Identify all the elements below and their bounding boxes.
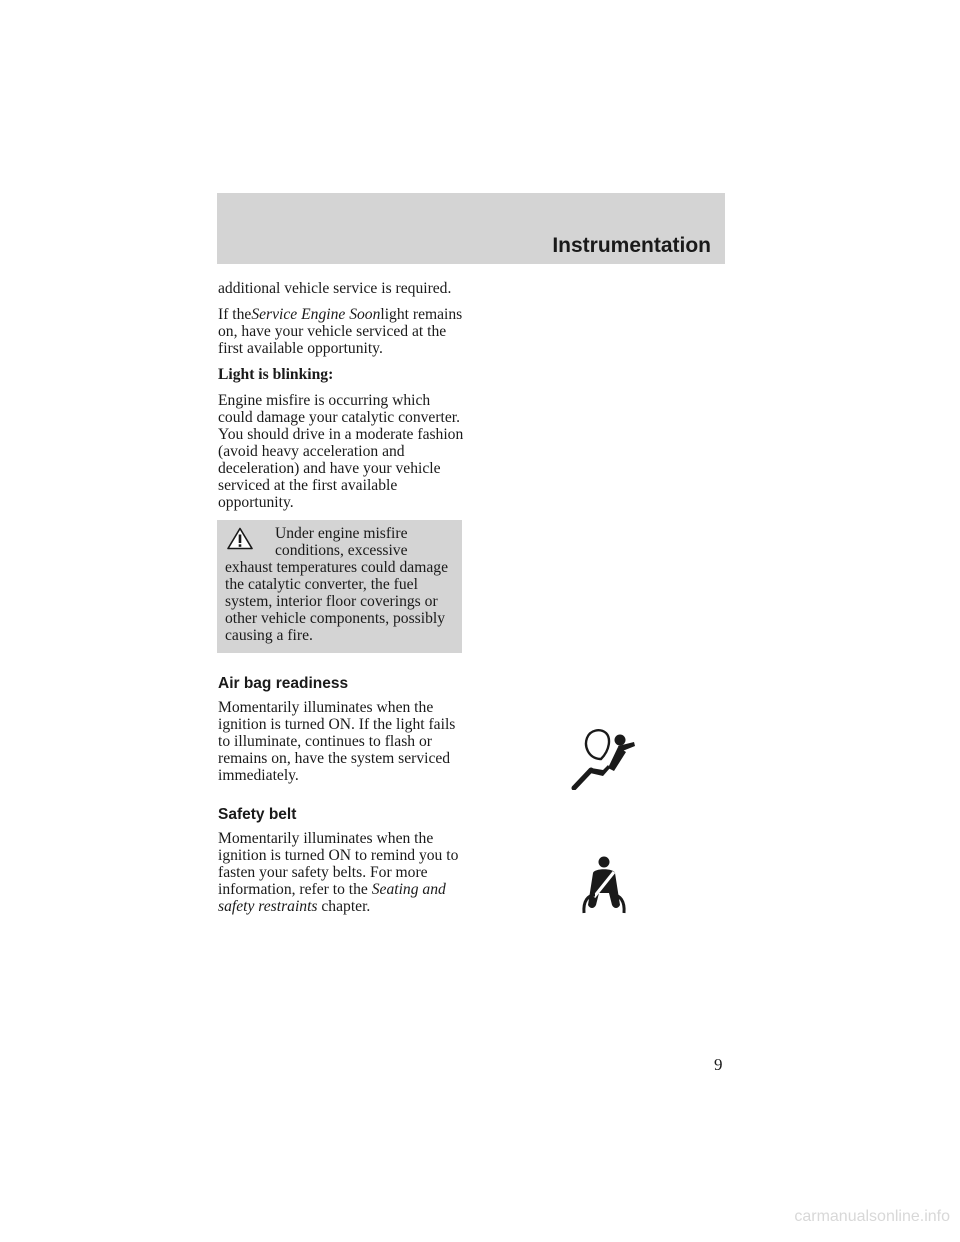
paragraph-service-engine-soon: If theService Engine Soonlight remains on, have your vehicle serviced at the first available opportunity. [218, 306, 463, 357]
airbag-heading: Air bag readiness [218, 675, 349, 692]
seating-restraints-reference: Seating and safety restraints [218, 881, 446, 915]
section-header [217, 193, 725, 264]
airbag-paragraph: Momentarily illuminates when the ignition is turned ON. If the light fails to illuminate, continues to flash or remains on, have the system serviced immediately. [218, 699, 456, 784]
paragraph-misfire: Engine misfire is occurring which could damage your catalytic converter. You should drive in a moderate fashion (avoid heavy acceleration and deceleration) and have your vehicle serviced at the first available opportunity. [218, 392, 464, 511]
warning-box [217, 520, 462, 653]
seatbelt-icon [580, 855, 628, 915]
warning-triangle-icon [227, 527, 253, 550]
footer-watermark: carmanualsonline.info [794, 1208, 950, 1225]
seatbelt-paragraph: Momentarily illuminates when the ignition is turned ON to remind you to fasten your safety belts. For more information, refer to the Seating and safety restraints chapter. [218, 830, 459, 915]
paragraph-service-required: additional vehicle service is required. [218, 280, 452, 297]
main-column [218, 280, 466, 924]
service-engine-soon-term: Service Engine Soon [251, 306, 381, 323]
light-blinking-heading: Light is blinking: [218, 366, 334, 383]
page-number: 9 [714, 1055, 723, 1074]
section-title: Instrumentation [552, 234, 711, 257]
seatbelt-heading: Safety belt [218, 806, 297, 823]
warning-first-lines: Under engine misfire conditions, excessive [225, 525, 454, 559]
warning-text: exhaust temperatures could damage the catalytic converter, the fuel system, interior floor coverings or other vehicle components, possibly causing a fire. [225, 559, 448, 644]
airbag-icon [570, 728, 638, 790]
